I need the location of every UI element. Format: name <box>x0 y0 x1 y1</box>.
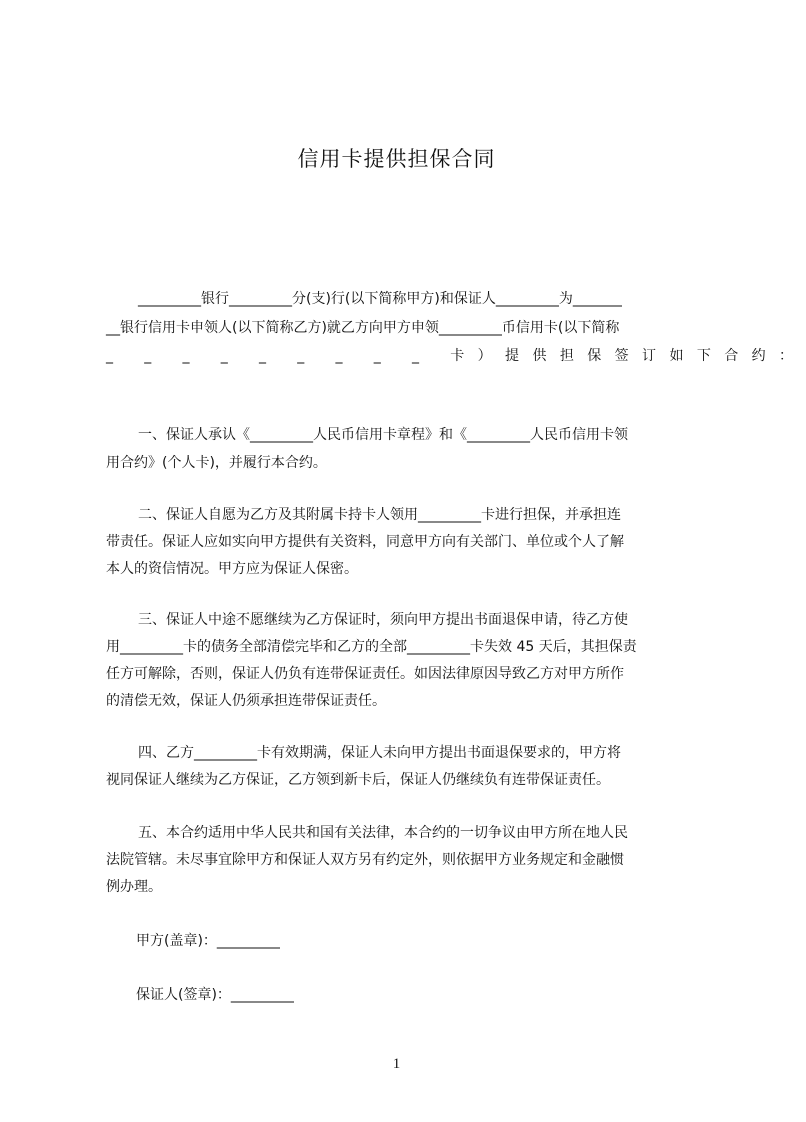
clause-3-line-3: 任方可解除，否则，保证人仍负有连带保证责任。如因法律原因导致乙方对甲方所作 <box>106 666 624 682</box>
clause-3-line-2: 用_________卡的债务全部清偿完毕和乙方的全部_________卡失效 45 天后，其担保责 <box>106 639 637 655</box>
clause-3-line-4: 的清偿无效，保证人仍须承担连带保证责任。 <box>106 693 386 709</box>
clause-3-line-1: 三、保证人中途不愿继续为乙方保证时，须向甲方提出书面退保申请，待乙方使 <box>138 612 628 628</box>
clause-5-line-3: 例办理。 <box>106 879 162 895</box>
intro-line-2: __银行信用卡申领人(以下简称乙方)就乙方向甲方申领_________币信用卡(以下简称 <box>106 320 620 336</box>
clause-4-line-1: 四、乙方_________卡有效期满，保证人未向甲方提出书面退保要求的，甲方将 <box>138 745 621 761</box>
party-a-signature-line: 甲方(盖章)：_________ <box>136 933 280 949</box>
clause-5-line-2: 法院管辖。未尽事宜除甲方和保证人双方另有约定外，则依据甲方业务规定和金融惯 <box>106 852 624 868</box>
clause-5-line-1: 五、本合约适用中华人民共和国有关法律，本合约的一切争议由甲方所在地人民 <box>138 825 628 841</box>
intro-line-3: _ _ _ _ _ _ _ _ _ 卡）提供担保签订如下合约： <box>106 348 806 364</box>
clause-4-line-2: 视同保证人继续为乙方保证，乙方领到新卡后，保证人仍继续负有连带保证责任。 <box>106 772 610 788</box>
document-title: 信用卡提供担保合同 <box>297 147 496 171</box>
clause-2-line-3: 本人的资信情况。甲方应为保证人保密。 <box>106 561 358 577</box>
guarantor-signature-line: 保证人(签章)：_________ <box>136 987 294 1003</box>
intro-line-1: _________银行_________分(支)行(以下简称甲方)和保证人_________为_______ <box>138 291 622 307</box>
page-number: 1 <box>392 1056 401 1072</box>
clause-1-line-1: 一、保证人承认《_________人民币信用卡章程》和《_________人民币信用卡领 <box>138 427 628 443</box>
clause-2-line-2: 带责任。保证人应如实向甲方提供有关资料，同意甲方向有关部门、单位或个人了解 <box>106 534 624 550</box>
clause-1-line-2: 用合约》(个人卡)，并履行本合约。 <box>106 455 327 471</box>
clause-2-line-1: 二、保证人自愿为乙方及其附属卡持卡人领用_________卡进行担保，并承担连 <box>138 507 621 523</box>
